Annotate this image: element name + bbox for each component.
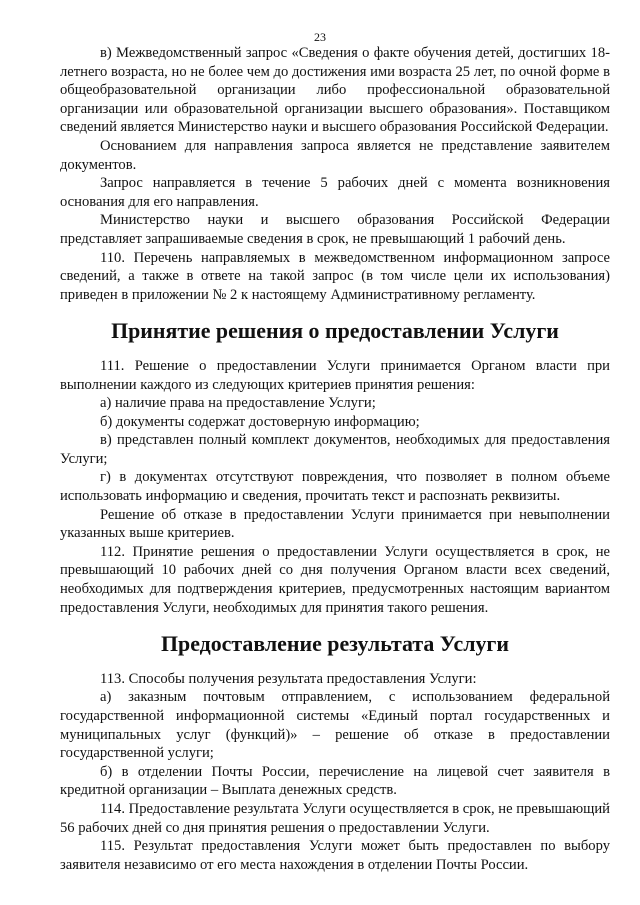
- paragraph-115: 115. Результат предоставления Услуги может быть предоставлен по выбору заявителя независимо от его места нахождения в отделении Почты России.: [60, 838, 610, 873]
- criterion-d: г) в документах отсутствуют повреждения, что позволяет в полном объеме использовать информацию и сведения, прочитать текст и распознать реквизиты.: [60, 469, 610, 505]
- paragraph-111: 111. Решение о предоставлении Услуги принимается Органом власти при выполнении каждого из следующих критериев принятия решения:: [60, 357, 610, 393]
- criterion-a: а) наличие права на предоставление Услуги;: [100, 395, 376, 412]
- method-b: б) в отделении Почты России, перечисление на лицевой счет заявителя в кредитной организации – Выплата денежных средств.: [60, 763, 610, 799]
- paragraph-114: 114. Предоставление результата Услуги осуществляется в срок, не превышающий 56 рабочих дней со дня принятия решения о предоставлении Услуги.: [60, 800, 610, 836]
- paragraph-112: 112. Принятие решения о предоставлении Услуги осуществляется в срок, не превышающий 10 рабочих дней со дня получения Органом власти всех сведений, необходимых для подтверждения критериев, предусмотренных настоящим вариантом предоставления Услуги, необходимых для принятия такого решения.: [60, 543, 610, 616]
- paragraph-refusal: Решение об отказе в предоставлении Услуги принимается при невыполнении указанных выше критериев.: [60, 506, 610, 542]
- document-body: [60, 44, 610, 874]
- paragraph-ministry-response: Министерство науки и высшего образования Российской Федерации представляет запрашиваемые сведения в срок, не превышающий 1 рабочий день.: [60, 212, 610, 247]
- heading-decision: Принятие решения о предоставлении Услуги: [111, 318, 559, 344]
- paragraph-113: 113. Способы получения результата предоставления Услуги:: [100, 670, 477, 687]
- paragraph-request-basis: Основанием для направления запроса является не представление заявителем документов.: [60, 137, 610, 173]
- heading-result: Предоставление результата Услуги: [161, 631, 509, 657]
- method-a: а) заказным почтовым отправлением, с использованием федеральной государственной информационной системы «Единый портал государственных и муниципальных услуг (функций)» – решение об отказе в предоставлении государственной услуги;: [60, 689, 610, 762]
- paragraph-interagency-request: в) Межведомственный запрос «Сведения о факте обучения детей, достигших 18-летнего возраста, но не более чем до достижения ими возраста 25 лет, по очной форме в общеобразовательной организации либо профессиональной образовательной организации или образовательной организации высшего образования». Поставщиком сведений является Министерство науки и высшего образования Российской Федерации.: [60, 45, 610, 136]
- paragraph-110: 110. Перечень направляемых в межведомственном информационном запросе сведений, а также в ответе на такой запрос (в том числе цели их использования) приведен в приложении № 2 к настоящему Административному регламенту.: [60, 249, 610, 303]
- criterion-c: в) представлен полный комплект документов, необходимых для предоставления Услуги;: [60, 432, 610, 467]
- page-number: 23: [314, 30, 326, 44]
- paragraph-request-timing: Запрос направляется в течение 5 рабочих дней с момента возникновения основания для его направления.: [60, 175, 610, 210]
- criterion-b: б) документы содержат достоверную информацию;: [100, 413, 420, 430]
